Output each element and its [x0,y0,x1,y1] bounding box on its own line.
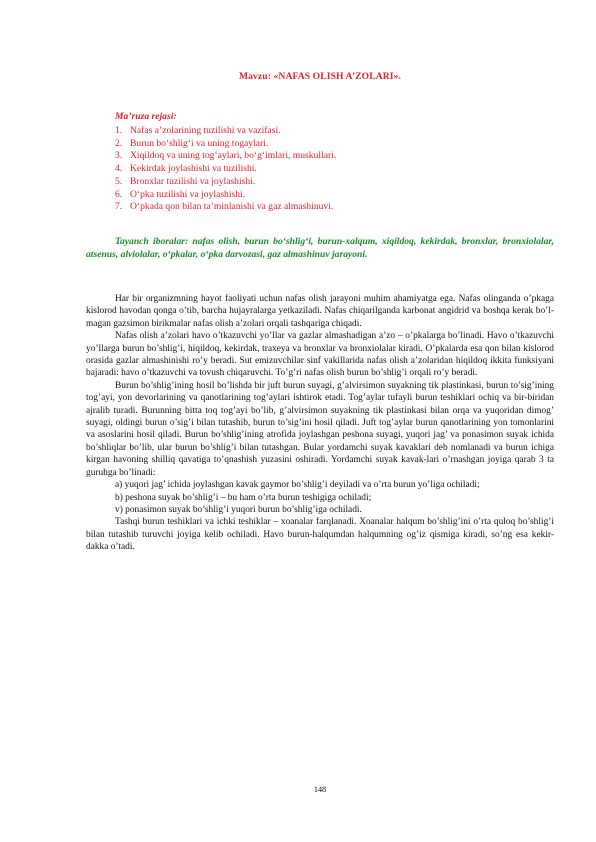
plan-item-number: 1. [115,125,123,136]
plan-list [115,125,336,214]
document-page [86,0,554,842]
plan-item-number: 3. [115,150,123,162]
plan-item-number: 6. [115,188,123,200]
body-paragraph: b) peshona suyak bo’shlig’i – bu ham o’rta burun teshigiga ochiladi; [115,492,372,503]
plan-item-number: 4. [115,163,123,175]
plan-item [115,201,336,214]
plan-item-text: Burun bo‘shlig‘i va uning togaylari. [130,137,269,149]
body-paragraph: Burun bo’shlig’ining hosil bo’lishda bir juft burun suyagi, g’alvirsimon suyakning tik plastinkasi, burun to’sig’ining tog’ayi, yon devorlarining va qanotlarining tog’aylari ishtirok etadi. Tog’aylar tufayli burun teshiklari ochiq va bir-biridan ajralib turadi. Burunning bitta toq tog’ayi bo’lib, g’alvirsimon suyakning tik plastinkasi bilan orqa va yuqoridan dimog’ suyagi, oldingi burun o’sig’i bilan tutashib, burun to’sig’ini hosil qiladi. Juft tog’aylar burun qanotlarining yon tomonlarini va asoslarini hosil qiladi. Burun bo’shlig’ining atrofida joylashgan peshona suyagi, yuqori jag’ va ponasimon suyak ichida bo’shliqlar bo’lib, ular burun bo’shlig’i bilan tutashgan. Bular yordamchi suyak kavaklari deb nomlanadi va burun ichiga kirgan havoning shilliq qavatiga to’qnashish yuzasini oshiradi. Yordamchi suyak kavak-lari o’rnashgan joyiga qarab 3 ta guruhga bo’linadi: [86,380,554,478]
plan-item-number: 5. [115,175,123,187]
plan-item [115,189,336,202]
plan-item [115,138,336,151]
plan-item-text: Xiqildoq va uning tog‘aylari, bo‘g‘imlari, muskullari. [130,150,337,162]
page-number: 148 [313,785,327,794]
plan-item-text: Nafas a’zolarining tuzilishi va vazifasi. [130,125,281,136]
plan-item-text: O‘pka tuzilishi va joylashishi. [130,188,246,200]
plan-item-text: Kekirdak joylashishi va tuzilishi. [130,163,257,175]
plan-item [115,163,336,176]
plan-item-number: 7. [115,201,123,213]
plan-item-text: O‘pkada qon bilan ta’minlanishi va gaz almashinuvi. [130,201,334,213]
body-paragraph: Tashqi burun teshiklari va ichki teshiklar – xoanalar farqlanadi. Xoanalar halqum bo’shlig’ini o’rta quloq bo’shlig’i bilan tutashib turuvchi joyiga kelib ochiladi. Havo burun-halqumdan halqumning og’iz qismiga kiradi, so’ng esa kekir-dakka o’tadi. [86,517,554,553]
plan-item [115,176,336,189]
plan-item [115,125,336,138]
plan-heading: Ma’ruza rejasi: [115,111,177,122]
page-title: Mavzu: «NAFAS OLISH A’ZOLARI». [238,71,402,82]
body-text [86,293,554,554]
body-paragraph: Nafas olish a’zolari havo o’tkazuvchi yo’llar va gazlar almashadigan a’zo – o’pkalarga bo’linadi. Havo o’tkazuvchi yo’llarga burun bo’shlig’i, hiqildoq, kekirdak, traxeya va bronxlar va bronxiolalar kiradi. O’pkalarda esa qon bilan kislorod orasida gazlar almashinishi ro’y beradi. Sut emizuvchilar sinf vakillarida nafas olish a’zolaridan hiqildoq ikkita funksiyani bajaradi: havo o’tkazuvchi va tovush chiqaruvchi. To’g’ri nafas olish burun bo’shlig’i orqali ro’y beradi. [86,331,554,379]
body-paragraph: Har bir organizmning hayot faoliyati uchun nafas olish jarayoni muhim ahamiyatga ega. Nafas olinganda o’pkaga kislorod havodan qonga o’tib, barcha hujayralarga yetkaziladi. Nafas chiqarilganda karbonat angidrid va boshqa kerak bo’l-magan gazsimon birikmalar nafas olish a’zolari orqali tashqariga chiqadi. [86,294,554,329]
body-paragraph: a) yuqori jag’ ichida joylashgan kavak gaymor bo’shlig’i deyiladi va o’rta burun yo’liga ochiladi; [115,480,480,491]
plan-item-text: Bronxlar tuzilishi va joylashishi. [130,175,256,187]
plan-item-number: 2. [115,137,123,149]
keywords-paragraph: Tayanch iboralar: nafas olish, burun bo‘shlig‘i, burun-xalqum, xiqildoq, kekirdak, bronxlar, bronxiolalar, atsenus, alviolalar, o‘pkalar, o‘pka darvozasi, gaz almashinuv jarayoni. [86,236,554,260]
plan-item [115,150,336,163]
body-paragraph: v) ponasimon suyak bo’shlig’i yuqori burun bo’shlig’iga ochiladi. [115,504,362,515]
